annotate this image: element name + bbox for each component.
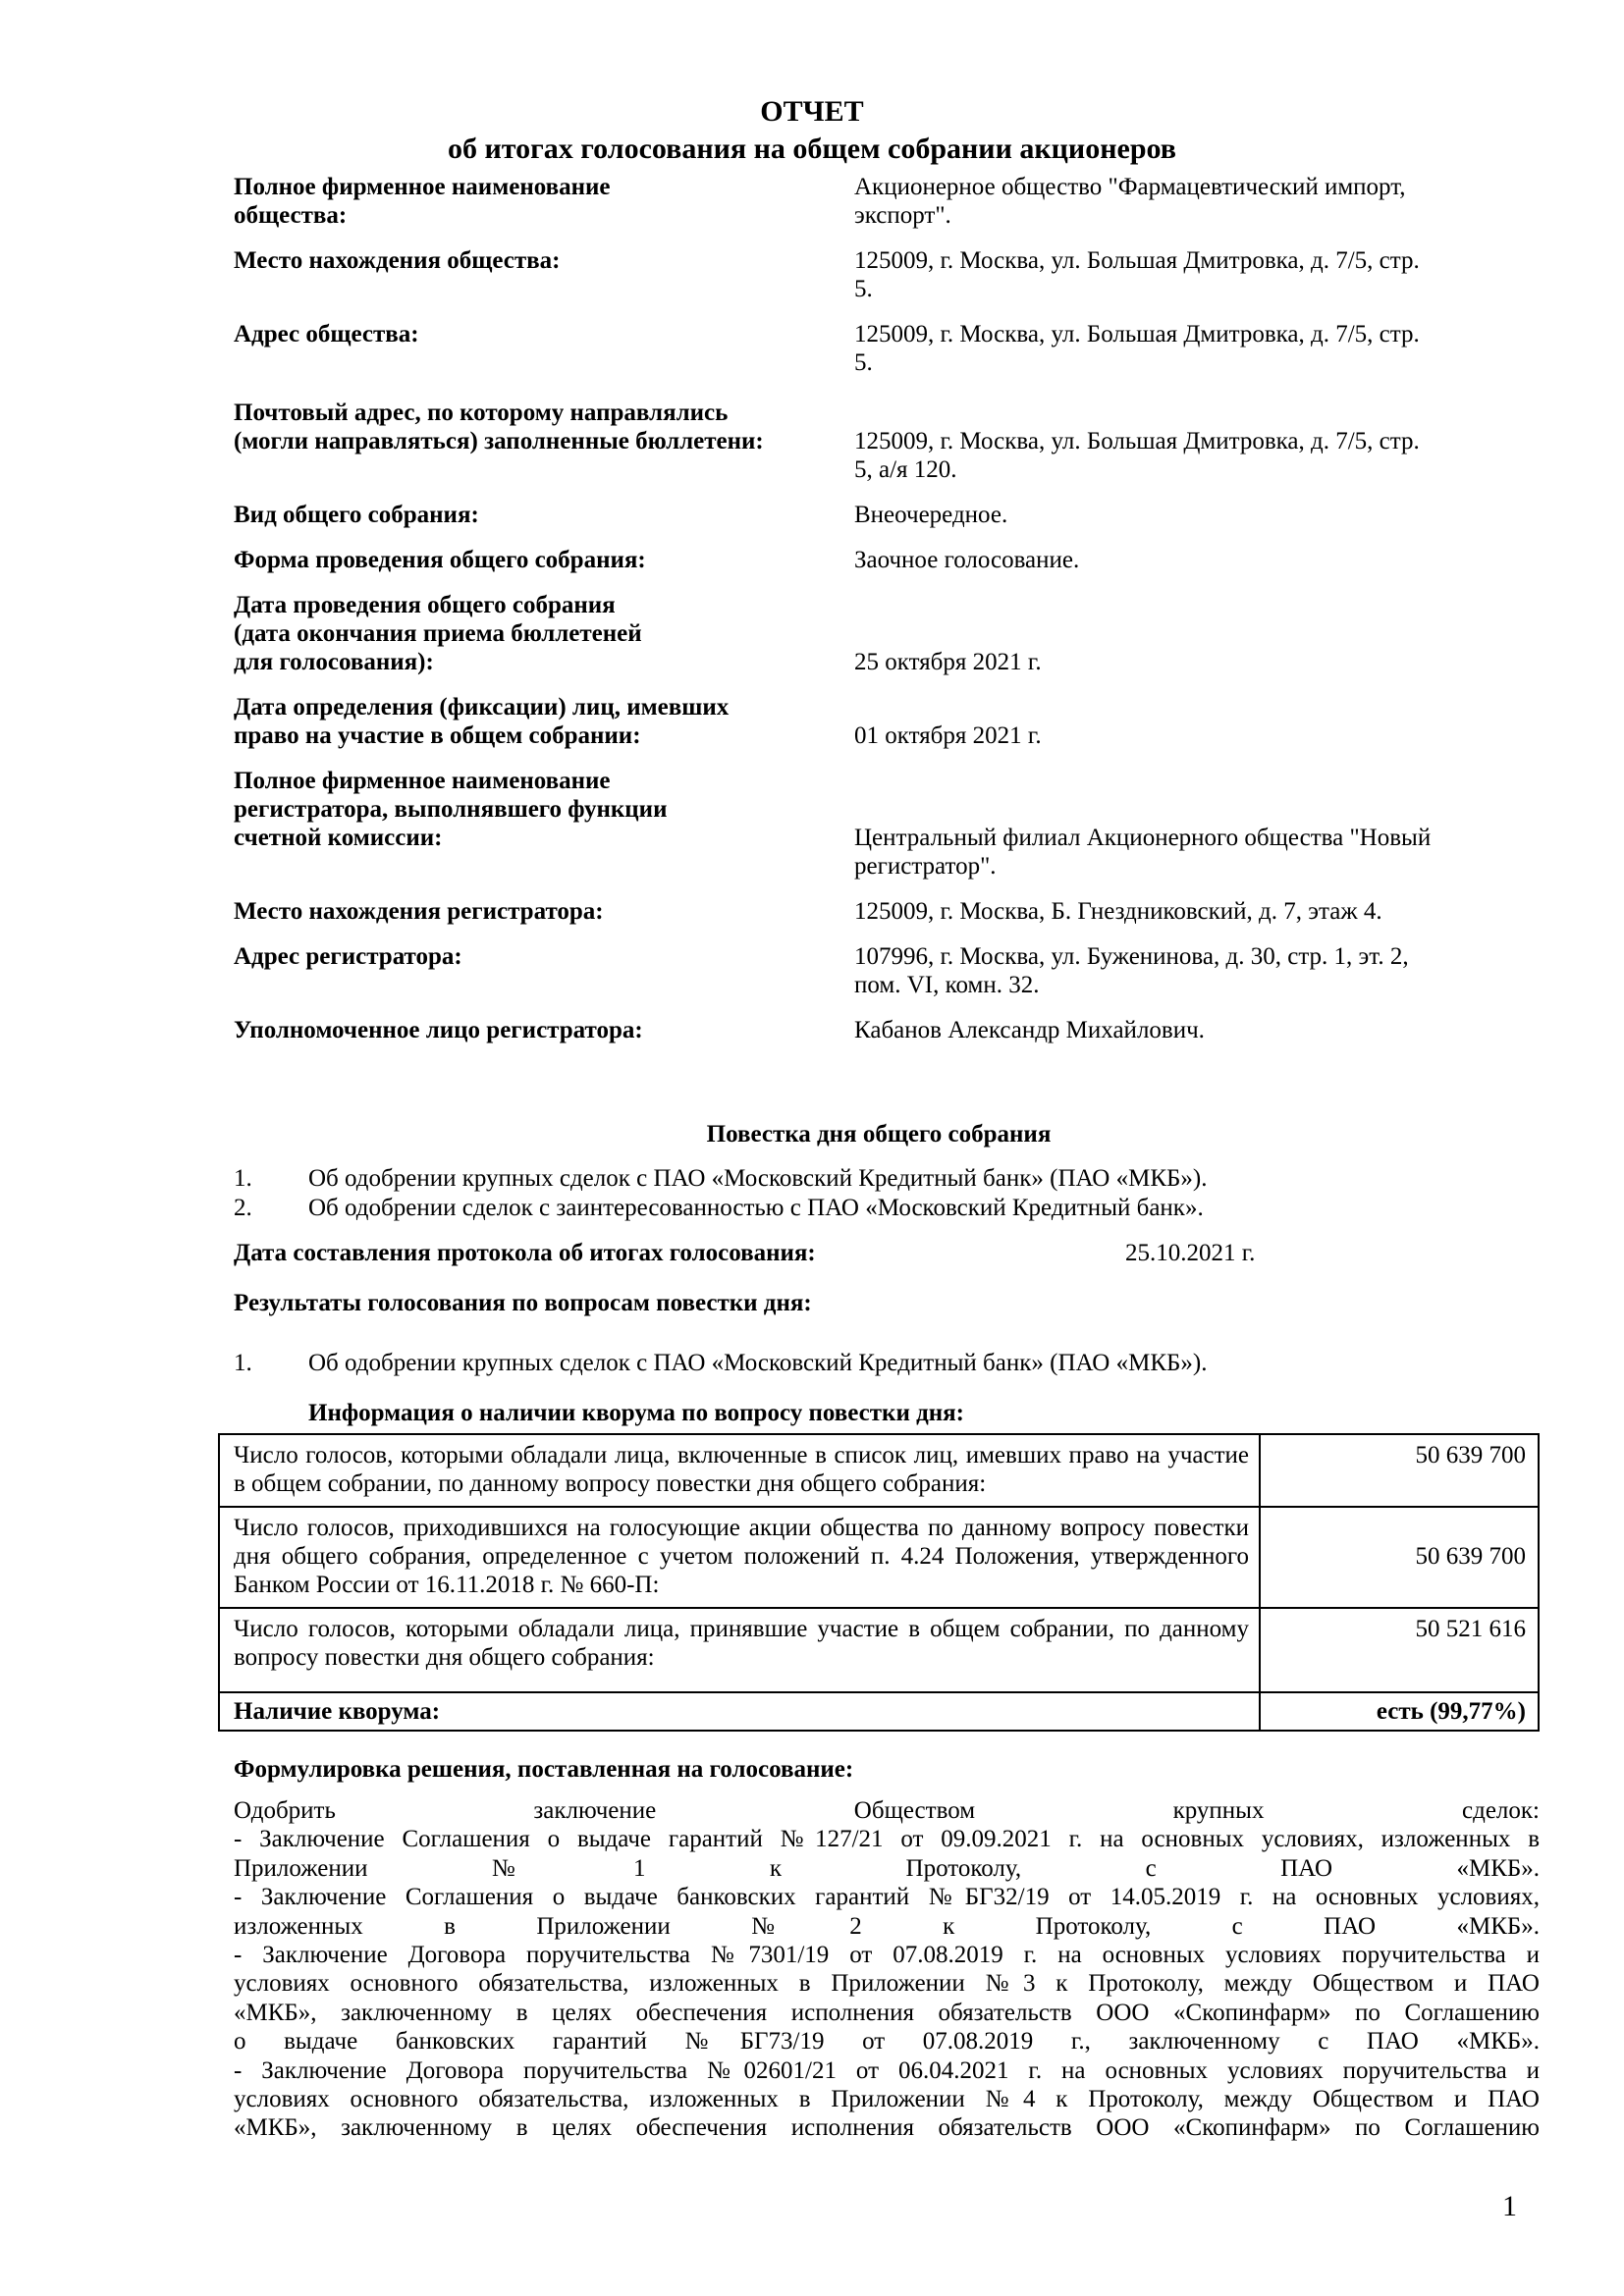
field-label: Адрес общества: (234, 321, 419, 347)
field-label: Полное фирменное наименование регистратора, выполнявшего функции счетной комиссии: (234, 768, 668, 851)
field-label: Место нахождения общества: (234, 247, 561, 274)
agenda-list (234, 1164, 1549, 1223)
field-value: 125009, г. Москва, ул. Большая Дмитровка, д. 7/5, стр. 5, а/я 120. (854, 428, 1420, 483)
field-value: 125009, г. Москва, ул. Большая Дмитровка, д. 7/5, стр. 5. (854, 247, 1420, 302)
field-label: Полное фирменное наименование общества: (234, 174, 611, 229)
table-row (219, 1692, 1539, 1731)
field-company-address (234, 320, 1549, 377)
field-meeting-date (234, 591, 1549, 676)
decision-line: изложенных в Приложении №2 к Протоколу, с ПАО «МКБ». (234, 1912, 1540, 1940)
field-registrar-location (234, 897, 1549, 926)
field-value: Центральный филиал Акционерного общества "Новый регистратор". (854, 825, 1432, 880)
decision-line: «МКБ», заключенному в целях обеспечения исполнения обязательств ООО «Скопинфарм» по Соглашению (234, 1999, 1540, 2026)
page-number: 1 (1502, 2190, 1517, 2222)
field-value: Акционерное общество "Фармацевтический импорт, экспорт". (854, 174, 1406, 229)
results-heading: Результаты голосования по вопросам повестки дня: (234, 1290, 812, 1316)
field-value: 107996, г. Москва, ул. Буженинова, д. 30, стр. 1, эт. 2, пом. VI, комн. 32. (854, 943, 1409, 998)
field-company-name (234, 173, 1549, 230)
decision-line: - Заключение Соглашения о выдаче гарантий №127/21 от 09.09.2021 г. на основных условиях, изложенных в (234, 1826, 1540, 1853)
decision-line: Одобрить заключение Обществом крупных сделок: (234, 1797, 1540, 1824)
quorum-row-text: Число голосов, приходившихся на голосующие акции общества по данному вопросу повестки дня общего собрания, определенное с учетом положений п. 4.24 Положения, утвержденного Банком России от 16.11.2018 г. № 660-П: (219, 1507, 1260, 1608)
quorum-table (218, 1433, 1540, 1732)
field-label: Адрес регистратора: (234, 943, 462, 970)
quorum-row-value: 50 639 700 (1260, 1434, 1539, 1507)
table-row (219, 1507, 1539, 1608)
field-label: Почтовый адрес, по которому направлялись (могли направляться) заполненные бюллетени: (234, 400, 764, 454)
decision-line: - Заключение Соглашения о выдаче банковских гарантий №БГ32/19 от 14.05.2019 г. на основных условиях, (234, 1884, 1540, 1911)
field-registrar-address (234, 942, 1549, 999)
field-label: Вид общего собрания: (234, 502, 479, 528)
decision-line: - Заключение Договора поручительства №7301/19 от 07.08.2019 г. на основных условиях поручительства и (234, 1942, 1540, 1969)
quorum-row-value: 50 521 616 (1260, 1608, 1539, 1692)
decision-text (234, 1796, 1540, 2143)
field-label: Форма проведения общего собрания: (234, 547, 646, 573)
quorum-result-value: есть (99,77%) (1260, 1692, 1539, 1731)
field-value: 25 октября 2021 г. (854, 649, 1042, 675)
decision-line: - Заключение Договора поручительства №02601/21 от 06.04.2021 г. на основных условиях поручительства и (234, 2056, 1540, 2084)
field-value: 01 октября 2021 г. (854, 722, 1042, 749)
company-info-fields (234, 173, 1549, 1044)
field-postal-address (234, 399, 1549, 484)
field-label: Уполномоченное лицо регистратора: (234, 1017, 643, 1043)
quorum-heading: Информация о наличии кворума по вопросу повестки дня: (308, 1400, 964, 1426)
protocol-date-label: Дата составления протокола об итогах голосования: (234, 1240, 816, 1266)
quorum-result-label: Наличие кворума: (219, 1692, 1260, 1731)
decision-heading: Формулировка решения, поставленная на голосование: (234, 1756, 854, 1783)
field-meeting-type (234, 501, 1549, 529)
document-title: ОТЧЕТ (760, 95, 864, 128)
decision-line: условиях основного обязательства, изложенных в Приложении №3 к Протоколу, между Обществом и ПАО (234, 1970, 1540, 1998)
decision-line: условиях основного обязательства, изложенных в Приложении №4 к Протоколу, между Обществом и ПАО (234, 2086, 1540, 2113)
field-record-date (234, 693, 1549, 750)
question-title: 1. Об одобрении крупных сделок с ПАО «Московский Кредитный банк» (ПАО «МКБ»). (234, 1350, 1208, 1376)
decision-line: Приложении №1 к Протоколу, с ПАО «МКБ». (234, 1854, 1540, 1882)
field-value: 125009, г. Москва, Б. Гнездниковский, д. 7, этаж 4. (854, 898, 1382, 925)
decision-line: «МКБ», заключенному в целях обеспечения исполнения обязательств ООО «Скопинфарм» по Соглашению (234, 2114, 1540, 2142)
quorum-row-value: 50 639 700 (1260, 1507, 1539, 1608)
decision-line: о выдаче банковских гарантий №БГ73/19 от 07.08.2019 г., заключенному с ПАО «МКБ». (234, 2028, 1540, 2056)
field-registrar-representative (234, 1016, 1549, 1044)
quorum-row-text: Число голосов, которыми обладали лица, принявшие участие в общем собрании, по данному вопросу повестки дня общего собрания: (219, 1608, 1260, 1692)
agenda-item: 1. Об одобрении крупных сделок с ПАО «Московский Кредитный банк» (ПАО «МКБ»). (234, 1165, 1208, 1192)
field-label: Место нахождения регистратора: (234, 898, 604, 925)
field-label: Дата определения (фиксации) лиц, имевших право на участие в общем собрании: (234, 694, 730, 749)
field-meeting-form (234, 546, 1549, 574)
agenda-heading: Повестка дня общего собрания (706, 1121, 1052, 1148)
protocol-date-value: 25.10.2021 г. (1125, 1240, 1256, 1266)
field-value: Заочное голосование. (854, 547, 1080, 573)
quorum-row-text: Число голосов, которыми обладали лица, включенные в список лиц, имевших право на участие в общем собрании, по данному вопросу повестки дня общего собрания: (219, 1434, 1260, 1507)
field-registrar-name (234, 767, 1549, 881)
table-row (219, 1434, 1539, 1507)
document-subtitle: об итогах голосования на общем собрании акционеров (448, 133, 1176, 165)
agenda-item: 2. Об одобрении сделок с заинтересованностью с ПАО «Московский Кредитный банк». (234, 1195, 1204, 1221)
field-value: Внеочередное. (854, 502, 1008, 528)
field-label: Дата проведения общего собрания (дата окончания приема бюллетеней для голосования): (234, 592, 642, 675)
table-row (219, 1608, 1539, 1692)
field-value: 125009, г. Москва, ул. Большая Дмитровка, д. 7/5, стр. 5. (854, 321, 1420, 376)
field-company-location (234, 246, 1549, 303)
field-value: Кабанов Александр Михайлович. (854, 1017, 1205, 1043)
